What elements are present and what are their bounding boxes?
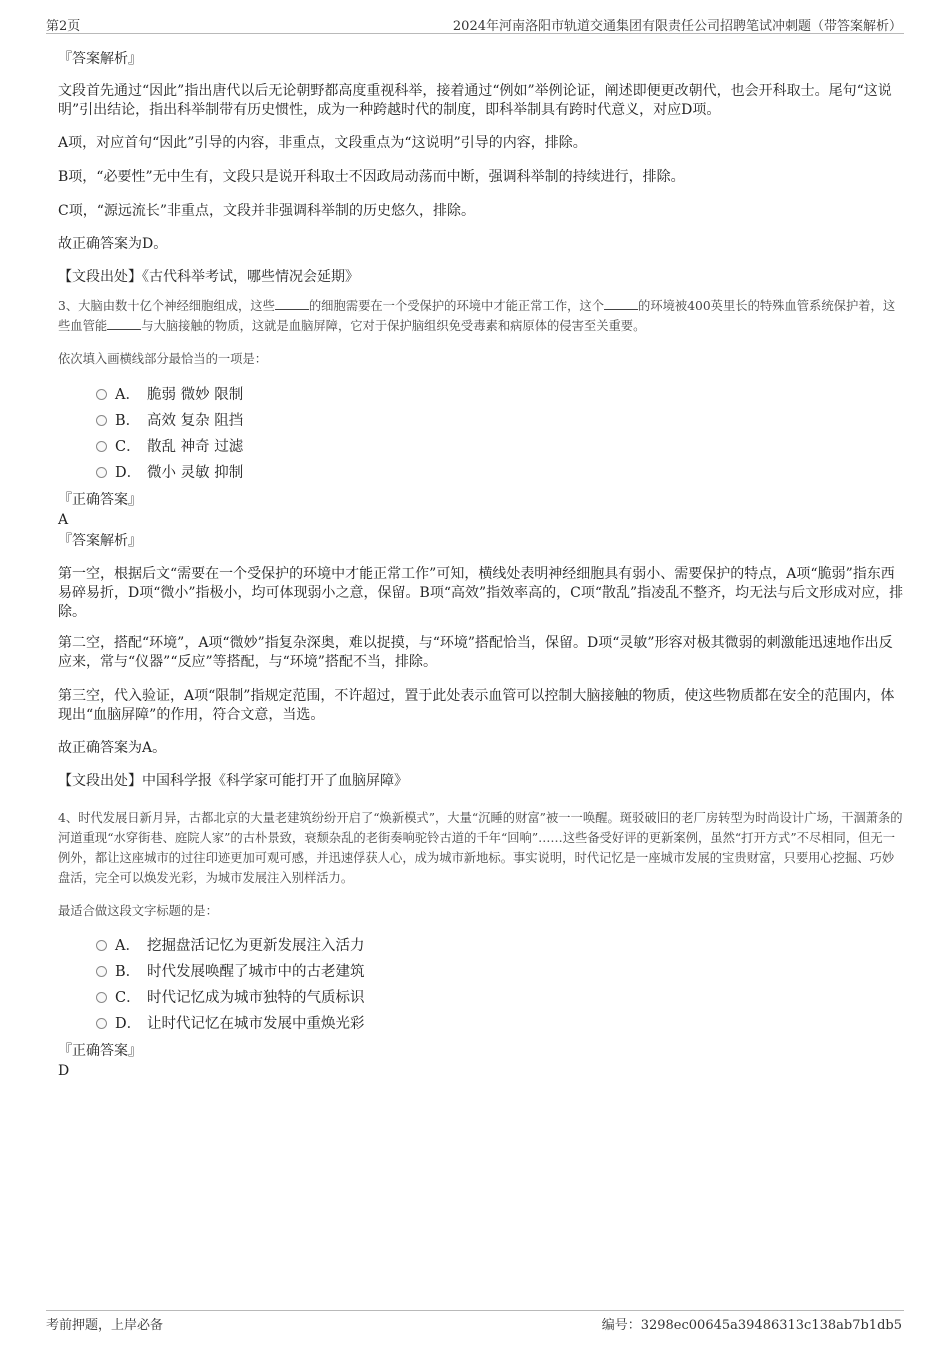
- q4-answer: D: [58, 1063, 70, 1079]
- q4-option-d[interactable]: D． 让时代记忆在城市发展中重焕光彩: [96, 1015, 365, 1033]
- document-title: 2024年河南洛阳市轨道交通集团有限责任公司招聘笔试冲刺题（带答案解析）: [452, 19, 902, 34]
- page-header: [46, 13, 904, 34]
- radio-icon[interactable]: [96, 940, 107, 951]
- q4-question-text: 4、时代发展日新月异，古都北京的大量老建筑纷纷开启了“焕新模式”，大量“沉睡的财富”被一一唤醒。斑驳破旧的老厂房转型为时尚设计广场，干涸萧条的河道重现“水穿街巷、庭院人家”的古朴景致，衰颓杂乱的老街奏响驼铃古道的千年“回响”……这些备受好评的更新案例，虽然“打开方式”不尽相同，但无一例外，都让这座城市的过往印迹更加可观可感，并迅速俘获人心，成为城市新地标。事实说明，时代记忆是一座城市发展的宝贵财富，只要用心挖掘、巧妙盘活，完全可以焕发光彩，为城市发展注入别样活力。: [58, 811, 903, 885]
- footer-slogan: 考前押题，上岸必备: [46, 1318, 164, 1333]
- radio-icon[interactable]: [96, 441, 107, 452]
- q2-analysis-para-1: 文段首先通过“因此”指出唐代以后无论朝野都高度重视科举，接着通过“例如”举例论证，阐述即便更改朝代，也会开科取士。尾句“这说明”引出结论，指出科举制带有历史惯性，成为一种跨越时代的制度，即科举制具有跨时代意义，对应D项。: [58, 83, 892, 118]
- q3-option-b[interactable]: B． 高效 复杂 阻挡: [96, 412, 243, 430]
- q3-source: 【文段出处】中国科学报《科学家可能打开了血脑屏障》: [58, 773, 408, 789]
- q2-analysis-para-2: A项，对应首句“因此”引导的内容，非重点，文段重点为“这说明”引导的内容，排除。: [58, 135, 587, 151]
- q2-analysis-heading: 『答案解析』: [58, 51, 142, 67]
- document-id: 编号：3298ec00645a39486313c138ab7b1db5: [601, 1318, 902, 1333]
- q3-analysis-para-3: 第三空，代入验证，A项“限制”指规定范围，不许超过，置于此处表示血管可以控制大脑接触的物质，使这些物质都在安全的范围内，体现出“血脑屏障”的作用，符合文意，当选。: [58, 688, 895, 723]
- q3-answer: A: [58, 512, 69, 528]
- q3-option-d[interactable]: D． 微小 灵敏 抑制: [96, 464, 243, 482]
- q3-analysis-para-2: 第二空，搭配“环境”，A项“微妙”指复杂深奥，难以捉摸，与“环境”搭配恰当，保留。D项“灵敏”形容对极其微弱的刺激能迅速地作出反应来，常与“仪器”“反应”等搭配，与“环境”搭配不当，排除。: [58, 635, 893, 670]
- q4-prompt: 最适合做这段文字标题的是：: [58, 904, 218, 918]
- q2-analysis-para-3: B项，“必要性”无中生有，文段只是说开科取士不因政局动荡而中断，强调科举制的持续进行，排除。: [58, 169, 685, 185]
- q2-conclusion: 故正确答案为D。: [58, 236, 168, 252]
- q3-prompt: 依次填入画横线部分最恰当的一项是：: [58, 352, 268, 366]
- q2-analysis-para-4: C项，“源远流长”非重点，文段并非强调科举制的历史悠久，排除。: [58, 203, 476, 219]
- q3-option-a[interactable]: A． 脆弱 微妙 限制: [96, 386, 243, 404]
- radio-icon[interactable]: [96, 992, 107, 1003]
- q3-analysis-para-1: 第一空，根据后文“需要在一个受保护的环境中才能正常工作”可知，横线处表明神经细胞具有弱小、需要保护的特点，A项“脆弱”指东西易碎易折，D项“微小”指极小，均可体现弱小之意，保留。B项“高效”指效率高的，C项“散乱”指凌乱不整齐，均无法与后文形成对应，排除。: [58, 566, 904, 620]
- q3-option-c[interactable]: C． 散乱 神奇 过滤: [96, 438, 243, 456]
- page-number: 第2页: [46, 19, 81, 34]
- q2-source: 【文段出处】《古代科举考试，哪些情况会延期》: [58, 269, 359, 285]
- q4-option-a[interactable]: A． 挖掘盘活记忆为更新发展注入活力: [96, 937, 365, 955]
- q3-conclusion: 故正确答案为A。: [58, 740, 167, 756]
- q4-answer-heading: 『正确答案』: [58, 1043, 142, 1059]
- radio-icon[interactable]: [96, 389, 107, 400]
- q3-answer-heading: 『正确答案』: [58, 492, 142, 508]
- radio-icon[interactable]: [96, 467, 107, 478]
- q4-option-c[interactable]: C． 时代记忆成为城市独特的气质标识: [96, 989, 365, 1007]
- fill-blank-1: [275, 297, 309, 310]
- radio-icon[interactable]: [96, 415, 107, 426]
- q3-question-text: 3、大脑由数十亿个神经细胞组成，这些 的细胞需要在一个受保护的环境中才能正常工作，这个 的环境被400英里长的特殊血管系统保护着，这些血管能 与大脑接触的物质，这就是血脑屏障，它对于保护脑组织免受毒素和病原体的侵害至关重要。: [58, 299, 896, 333]
- page-footer: [46, 1310, 904, 1333]
- fill-blank-2: [604, 297, 638, 310]
- radio-icon[interactable]: [96, 966, 107, 977]
- q4-option-b[interactable]: B． 时代发展唤醒了城市中的古老建筑: [96, 963, 365, 981]
- q3-analysis-heading: 『答案解析』: [58, 533, 142, 549]
- radio-icon[interactable]: [96, 1018, 107, 1029]
- fill-blank-3: [107, 317, 141, 330]
